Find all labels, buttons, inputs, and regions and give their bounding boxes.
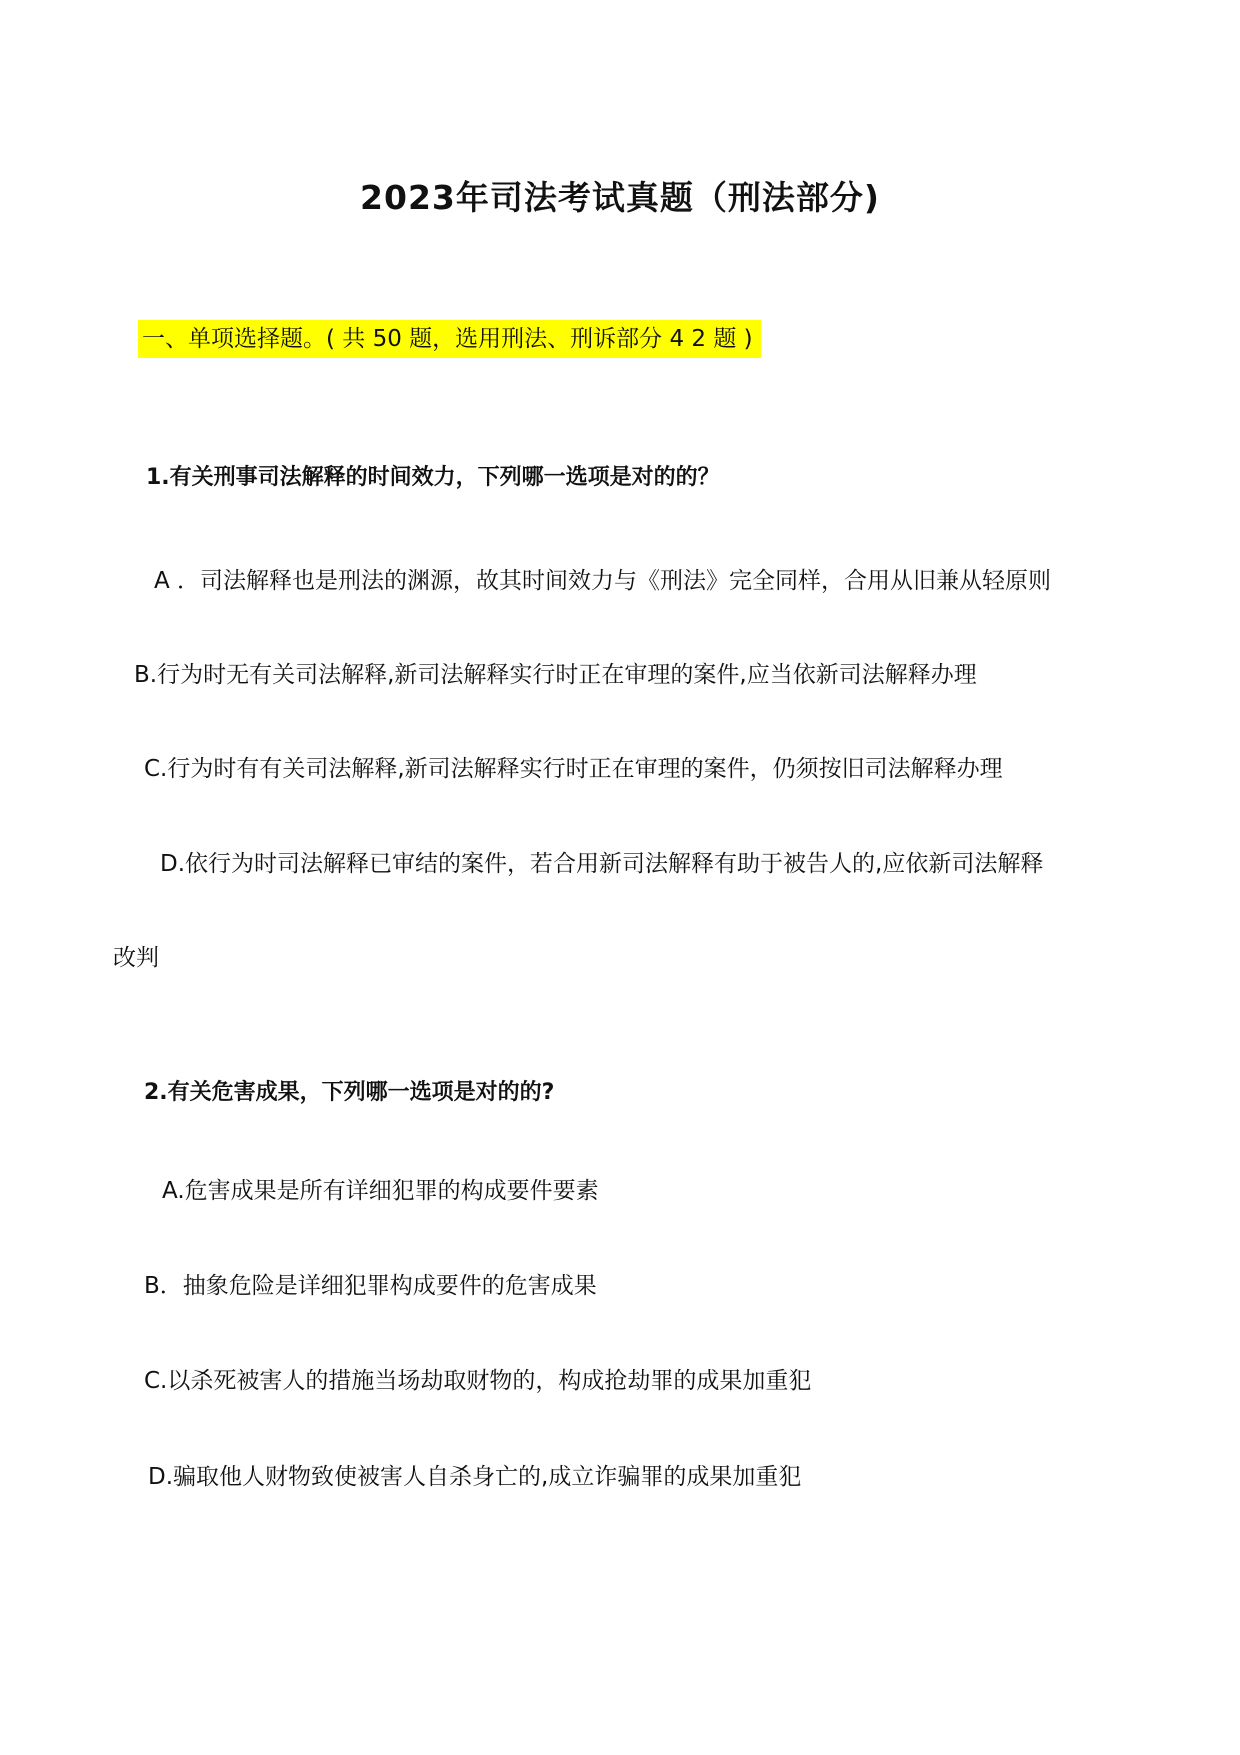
page-title: 2023年司法考试真题（刑法部分) xyxy=(360,178,880,217)
question-2-option-d: D.骗取他人财物致使被害人自杀身亡的,成立诈骗罪的成果加重犯 xyxy=(148,1464,802,1490)
question-1-option-c: C.行为时有有关司法解释,新司法解释实行时正在审理的案件，仍须按旧司法解释办理 xyxy=(144,756,1003,782)
question-1-option-d: D.依行为时司法解释已审结的案件，若合用新司法解释有助于被告人的,应依新司法解释 xyxy=(160,851,1044,877)
question-2-stem: 2.有关危害成果，下列哪一选项是对的的? xyxy=(144,1080,555,1105)
question-1-option-b: B.行为时无有关司法解释,新司法解释实行时正在审理的案件,应当依新司法解释办理 xyxy=(134,662,977,688)
section-heading: 一、单项选择题。( 共 50 题，选用刑法、刑诉部分 4 2 题 ) xyxy=(138,320,761,358)
question-1-option-a: A ．司法解释也是刑法的渊源，故其时间效力与《刑法》完全同样，合用从旧兼从轻原则 xyxy=(154,568,1052,594)
question-2-option-a: A.危害成果是所有详细犯罪的构成要件要素 xyxy=(162,1178,599,1204)
question-1-stem: 1.有关刑事司法解释的时间效力，下列哪一选项是对的的？ xyxy=(146,465,720,490)
question-1-option-d-continuation: 改判 xyxy=(113,945,159,971)
question-2-option-b: B．抽象危险是详细犯罪构成要件的危害成果 xyxy=(144,1273,597,1299)
question-2-option-c: C.以杀死被害人的措施当场劫取财物的，构成抢劫罪的成果加重犯 xyxy=(144,1368,812,1394)
